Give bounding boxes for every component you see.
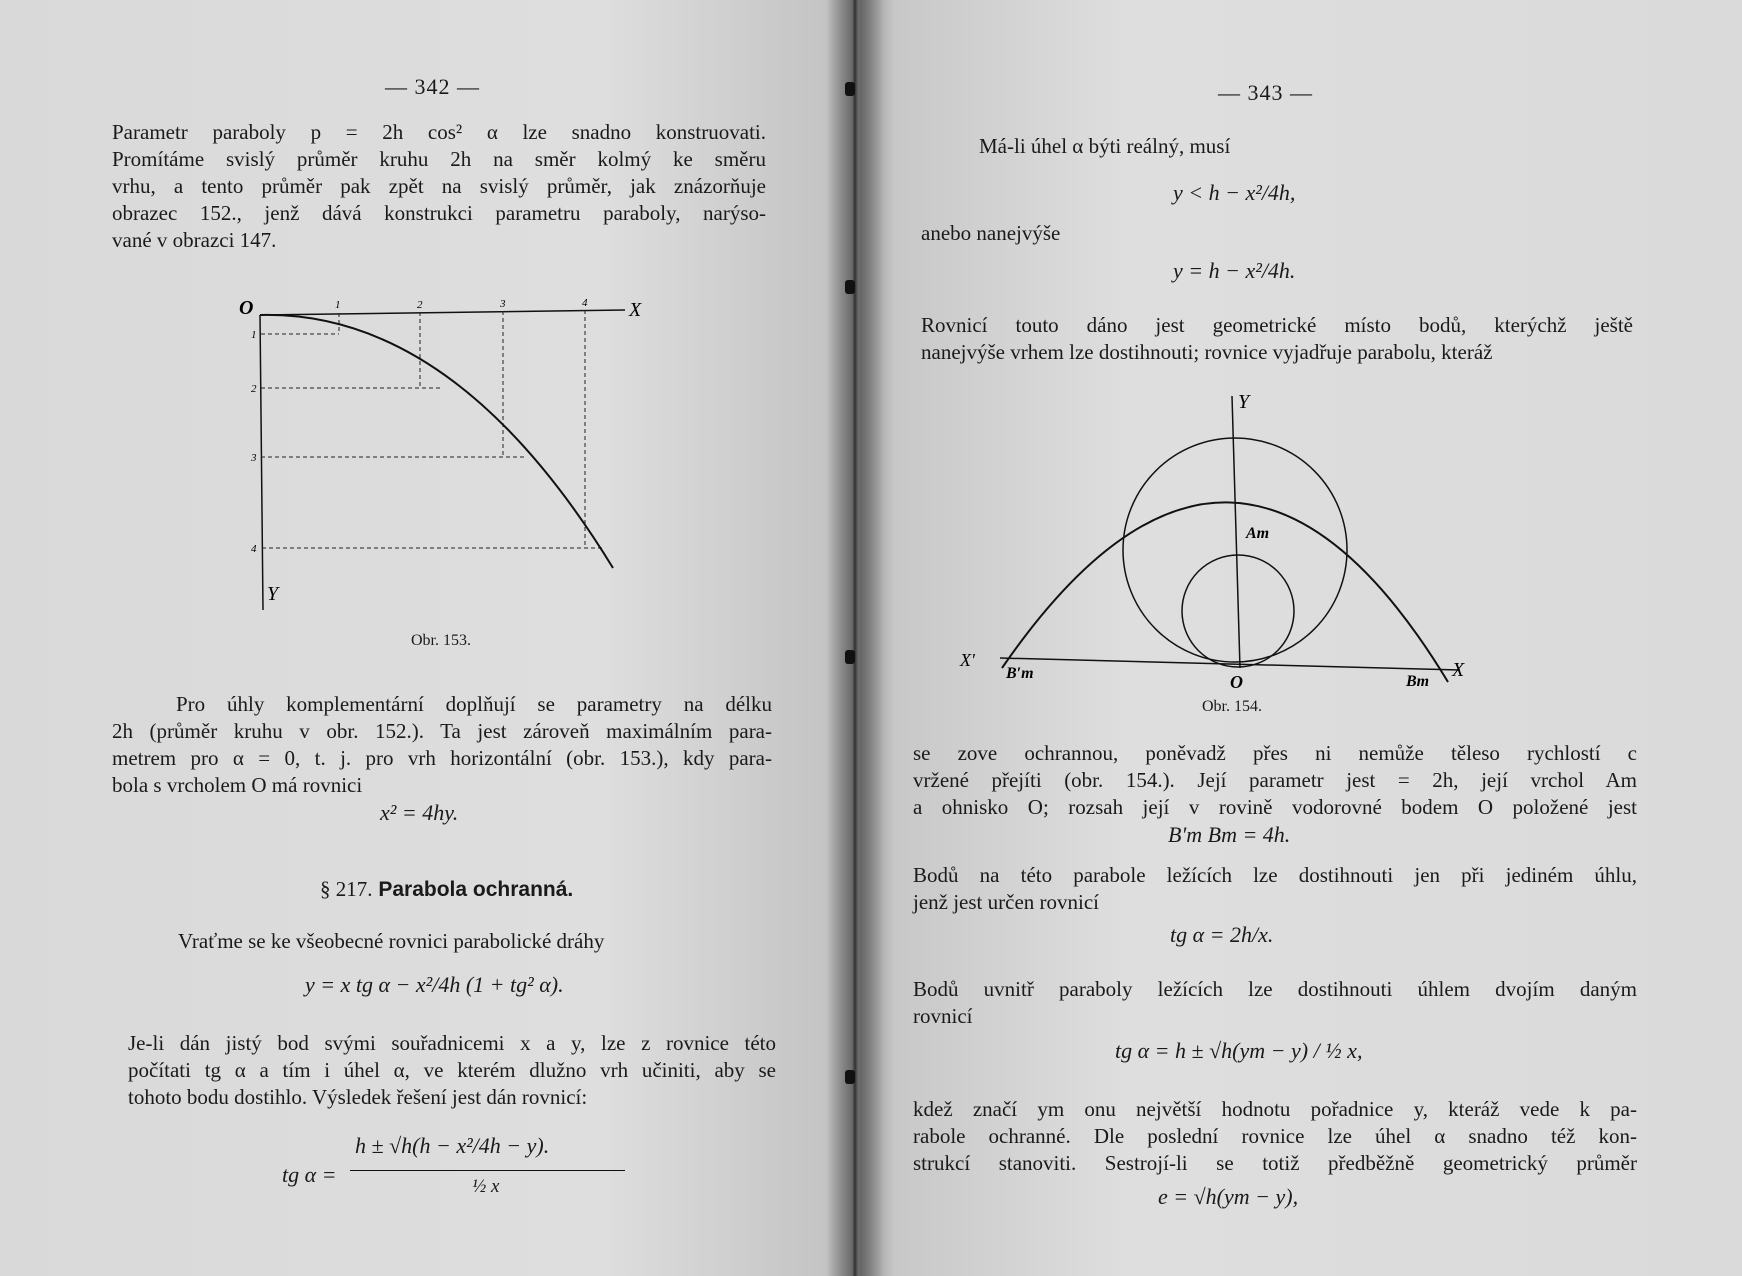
tick-label: 1 <box>251 329 257 341</box>
text-line: Bodů uvnitř paraboly ležících lze dostihnouti úhlem dvojím daným <box>913 977 1637 1001</box>
large-circle <box>1123 438 1347 662</box>
text-line: Pro úhly komplementární doplňují se parametry na délku <box>176 692 772 716</box>
x-axis-label: X <box>629 299 642 321</box>
text-line: vržené přejíti (obr. 154.). Její parametr jest = 2h, její vrchol Am <box>913 768 1637 792</box>
text-line: počítati tg α a tím i úhel α, ve kterém dlužno vrh učiniti, aby se <box>128 1058 776 1082</box>
binding-stitch <box>845 82 855 96</box>
y-axis-label: Y <box>1238 391 1250 413</box>
text-line: vané v obrazci 147. <box>112 228 277 252</box>
formula-denominator: ½ x <box>472 1176 500 1197</box>
x-axis <box>260 310 625 315</box>
text-line: rovnicí <box>913 1004 973 1028</box>
binding-stitch <box>845 280 855 294</box>
parabola-curve <box>1002 502 1448 682</box>
tick-label: 2 <box>251 383 257 395</box>
paragraph <box>913 976 1637 1030</box>
text-line: 2h (průměr kruhu v obr. 152.). Ta jest zároveň maximálním para- <box>112 719 772 743</box>
tick-label: 4 <box>251 543 257 555</box>
section-number: § 217. <box>320 877 373 901</box>
figure-caption: Obr. 153. <box>411 632 471 649</box>
text-line: strukcí stanoviti. Sestrojí-li se totiž předběžně geometrický průměr <box>913 1151 1637 1175</box>
text-line: rabole ochranné. Dle poslední rovnice lze úhel α snadno též kon- <box>913 1124 1637 1148</box>
text-line: obrazec 152., jenž dává konstrukci parametru paraboly, narýso- <box>112 201 766 225</box>
formula-lhs: tg α = <box>282 1162 337 1187</box>
tick-label: 2 <box>417 299 423 311</box>
y-axis <box>1232 396 1240 668</box>
x-axis <box>1000 658 1460 670</box>
x-axis-right-label: X <box>1452 659 1465 681</box>
text-line: Je-li dán jistý bod svými souřadnicemi x a y, lze z rovnice této <box>128 1031 776 1055</box>
paragraph <box>112 691 772 799</box>
formula: e = √h(ym − y), <box>1158 1184 1299 1209</box>
text-line: anebo nanejvýše <box>921 221 1061 245</box>
fraction-bar <box>350 1170 625 1171</box>
section-title: Parabola ochranná. <box>378 878 574 901</box>
text-line: Rovnicí touto dáno jest geometrické místo bodů, kterýchž ještě <box>921 313 1633 337</box>
formula-numerator: h ± √h(h − x²/4h − y). <box>355 1133 550 1158</box>
text-line: vrhu, a tento průměr pak zpět na svislý průměr, jak znázorňuje <box>112 174 766 198</box>
tick-label: 3 <box>251 452 257 464</box>
text-line: Parametr paraboly p = 2h cos² α lze snadno konstruovati. <box>112 120 766 144</box>
formula: y = x tg α − x²/4h (1 + tg² α). <box>305 972 564 997</box>
text-line: metrem pro α = 0, t. j. pro vrh horizontální (obr. 153.), kdy para- <box>112 746 772 770</box>
binding-stitch <box>845 650 855 664</box>
page-number: — 343 — <box>1218 80 1313 105</box>
paragraph <box>913 862 1637 916</box>
figure-154 <box>960 390 1520 690</box>
origin-label: O <box>239 297 254 319</box>
paragraph <box>112 119 766 254</box>
text-line: Má-li úhel α býti reálný, musí <box>979 134 1231 158</box>
figure-153 <box>235 290 655 620</box>
page-number: — 342 — <box>385 74 480 99</box>
paragraph <box>128 1030 776 1111</box>
paragraph <box>913 1096 1637 1177</box>
paragraph <box>921 312 1633 366</box>
x-axis-left-label: X′ <box>960 650 975 670</box>
tick-label: 4 <box>582 297 588 309</box>
formula: tg α = 2h/x. <box>1170 922 1274 947</box>
text-line: nanejvýše vrhem lze dostihnouti; rovnice vyjadřuje parabolu, kteráž <box>921 340 1493 364</box>
apex-label: Am <box>1246 525 1270 542</box>
text-line: Vraťme se ke všeobecné rovnici parabolické dráhy <box>178 929 605 953</box>
text-line: Promítáme svislý průměr kruhu 2h na směr kolmý ke směru <box>112 147 766 171</box>
text-line: bola s vrcholem O má rovnici <box>112 773 363 797</box>
text-line: a ohnisko O; rozsah její v rovině vodorovné bodem O položené jest <box>913 795 1637 819</box>
formula: y < h − x²/4h, <box>1173 180 1296 205</box>
y-axis <box>260 315 263 610</box>
paragraph <box>913 740 1637 821</box>
text-line: se zove ochrannou, poněvadž přes ni nemůže těleso rychlostí c <box>913 741 1637 765</box>
formula: x² = 4hy. <box>380 800 459 825</box>
text-line: Bodů na této parabole ležících lze dostihnouti jen při jediném úhlu, <box>913 863 1637 887</box>
binding-stitch <box>845 1070 855 1084</box>
parabola-curve <box>260 315 613 568</box>
origin-label: O <box>1230 672 1243 692</box>
formula: B′m Bm = 4h. <box>1168 822 1291 847</box>
figure-caption: Obr. 154. <box>1202 698 1262 715</box>
tick-label: 3 <box>500 298 506 310</box>
section-heading <box>320 877 573 902</box>
left-page <box>0 0 860 1276</box>
tick-label: 1 <box>335 299 341 311</box>
formula: tg α = h ± √h(ym − y) / ½ x, <box>1115 1038 1363 1063</box>
right-point-label: Bm <box>1406 673 1430 690</box>
right-page <box>860 0 1742 1276</box>
text-line: kdež značí ym onu největší hodnotu pořadnice y, kteráž vede k pa- <box>913 1097 1637 1121</box>
book-gutter <box>826 0 884 1276</box>
y-axis-label: Y <box>267 583 279 605</box>
formula: y = h − x²/4h. <box>1173 258 1296 283</box>
text-line: tohoto bodu dostihlo. Výsledek řešení jest dán rovnicí: <box>128 1085 588 1109</box>
text-line: jenž jest určen rovnicí <box>913 890 1100 914</box>
left-point-label: B′m <box>1006 665 1034 682</box>
